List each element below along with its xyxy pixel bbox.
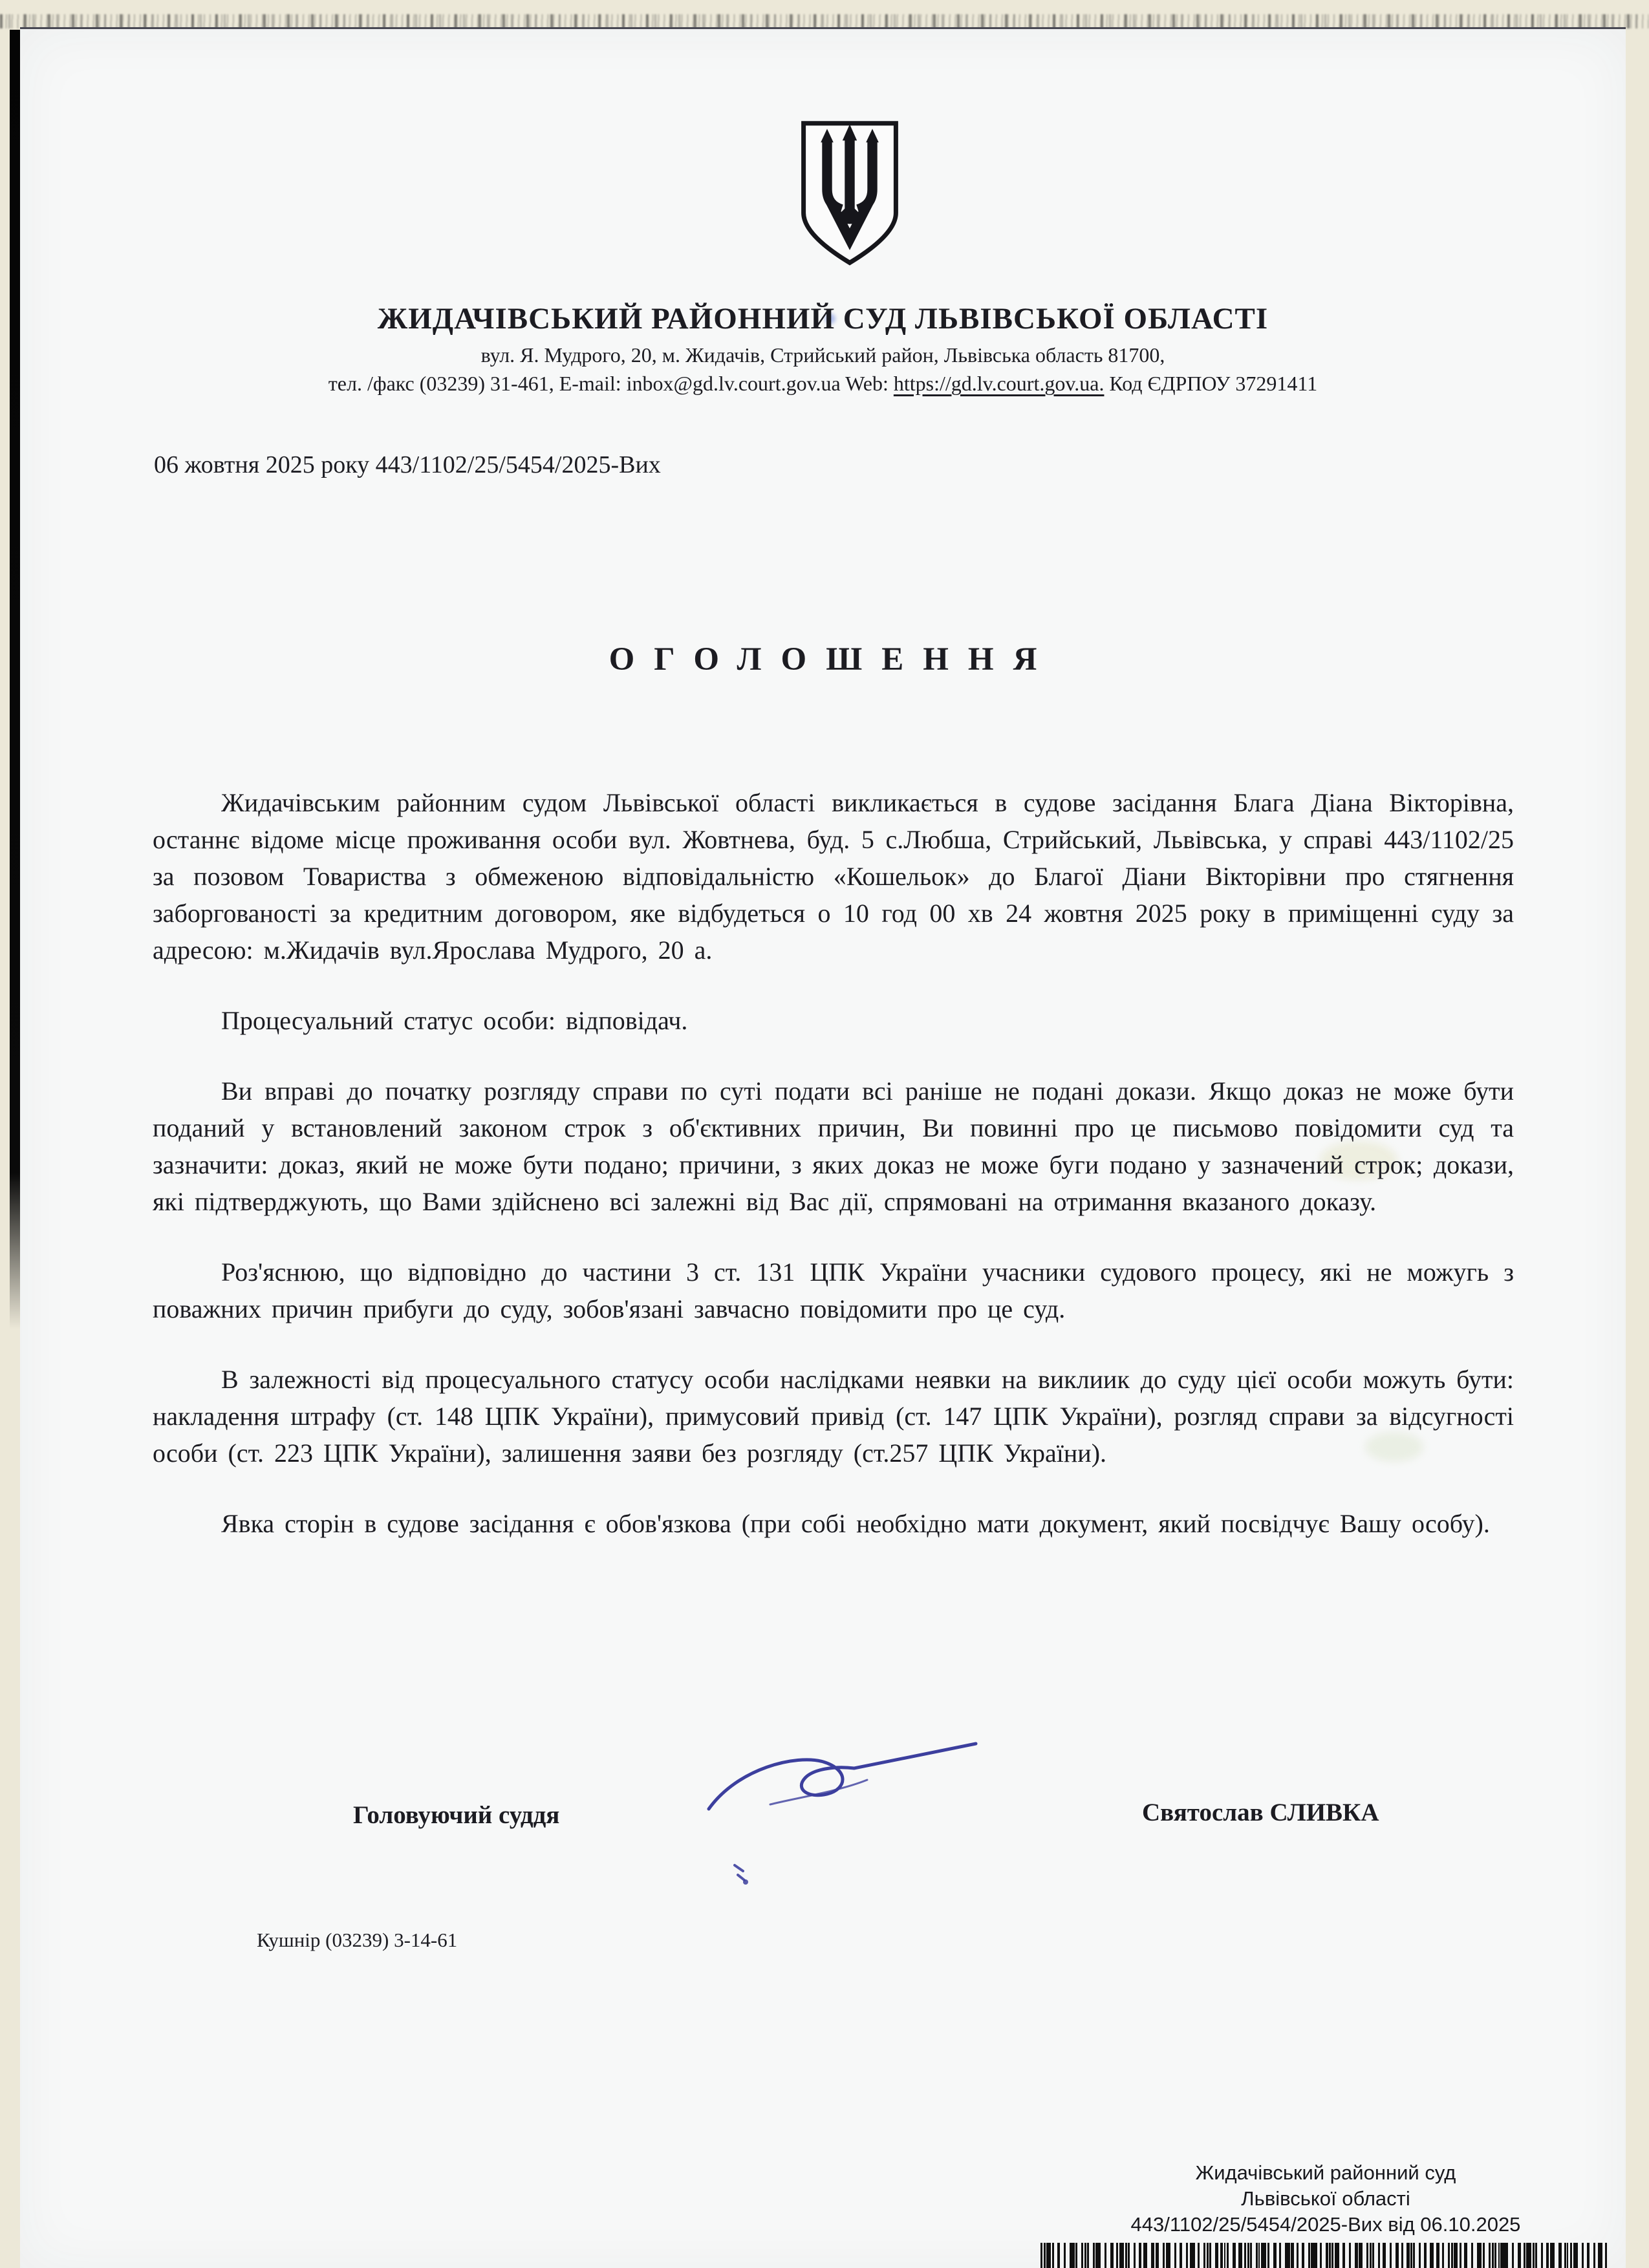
clerk-contact-line: Кушнір (03239) 3-14-61 <box>257 1929 458 1951</box>
document-body <box>153 784 1514 1576</box>
paragraph-evidence-rights: Ви вправі до початку розгляду справи по суті подати всі раніше не подані докази. Якщо доказ не може бути поданий у встановлений законом строк з об'єктивних причин, Ви повинні про це письмово повідомити суд та зазначити: доказ, який не може бути подано; причини, з яких доказ не може буги подано у зазначений строк; докази, які підтверджують, що Вами здійснено всі залежні від Вас дії, спрямовані на отримання вказаного доказу. <box>153 1076 1514 1216</box>
handwritten-signature-icon <box>673 1728 1016 1890</box>
scan-edge-noise <box>0 14 1649 28</box>
contact-suffix: Код ЄДРПОУ 37291411 <box>1104 372 1318 395</box>
paragraph-attendance-mandatory: Явка сторін в судове засідання є обов'язкова (при собі необхідно мати документ, який посвідчує Вашу особу). <box>221 1509 1490 1538</box>
paragraph-article-131: Роз'яснюю, що відповідно до частини 3 ст. 131 ЦПК України учасники судового процесу, які не можугь з поважних причин прибуги до суду, зобов'язані завчасно повідомити про це суд. <box>153 1257 1514 1323</box>
paragraph-status: Процесуальний статус особи: відповідач. <box>221 1006 688 1035</box>
announcement-title: ОГОЛОШЕННЯ <box>609 641 1057 678</box>
footer-court-name: Жидачівський районний суд <box>1195 2161 1456 2184</box>
document-page <box>20 27 1626 2268</box>
barcode-icon <box>1040 2243 1611 2268</box>
judge-name: Святослав СЛИВКА <box>1142 1799 1379 1826</box>
court-address-line: вул. Я. Мудрого, 20, м. Жидачів, Стрийський район, Львівська область 81700, <box>480 343 1165 367</box>
court-website-link[interactable]: https://gd.lv.court.gov.ua. <box>893 372 1105 395</box>
footer-ref-number: 443/1102/25/5454/2025-Вих від 06.10.2025 <box>1130 2213 1521 2236</box>
document-footer <box>1040 2160 1611 2268</box>
footer-court-region: Львівської області <box>1241 2187 1410 2210</box>
date-and-ref-number: 06 жовтня 2025 року 443/1102/25/5454/2025-Вих <box>154 451 661 478</box>
court-name: ЖИДАЧІВСЬКИЙ РАЙОННИЙ СУД ЛЬВІВСЬКОЇ ОБЛАСТІ <box>377 302 1269 336</box>
ukraine-trident-icon <box>793 117 906 271</box>
scan-edge-black-band <box>10 30 21 1329</box>
court-contact-line <box>20 372 1626 396</box>
paragraph-summons: Жидачівським районним судом Львівської області викликається в судове засідання Блага Діана Вікторівна, останнє відоме місце проживання особи вул. Жовтнева, буд. 5 с.Любша, Стрийський, Львівська, у справі 443/1102/25 за позовом Товариства з обмеженою відповідальністю «Кошельок» до Благої Діани Вікторівни про стягнення заборгованості за кредитним договором, яке відбудеться о 10 год 00 хв 24 жовтня 2025 року в приміщенні суду за адресою: м.Жидачів вул.Ярослава Мудрого, 20 а. <box>153 788 1514 965</box>
contact-prefix: тел. /факс (03239) 31-461, E-mail: inbox@gd.lv.court.gov.ua Web: <box>328 372 894 395</box>
paragraph-absence-consequences: В залежності від процесуального статусу особи наслідками неявки на виклиик до суду цієї особи можуть бути: накладення штрафу (ст. 148 ЦПК України), примусовий привід (ст. 147 ЦПК України), розгляд справи за відсугності особи (ст. 223 ЦПК України), залишення заяви без розгляду (ст.257 ЦПК України). <box>153 1365 1514 1468</box>
judge-role-label: Головуючий суддя <box>353 1801 560 1829</box>
